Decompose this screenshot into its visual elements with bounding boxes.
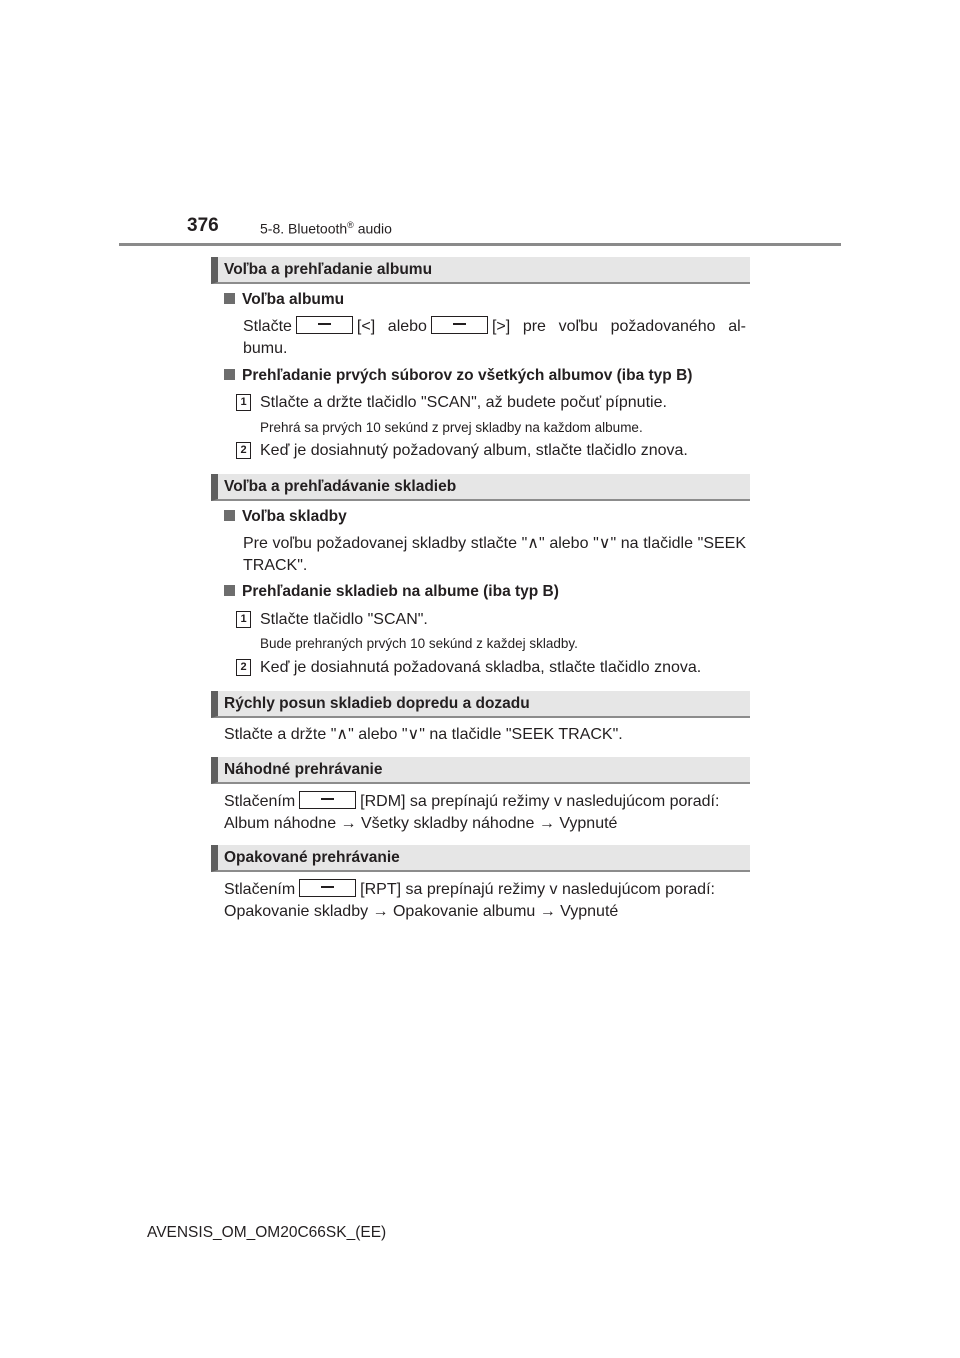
button-icon [299,879,356,897]
seek-text: Stlačte a držte "∧" alebo "∨" na tlačidle "SEEK TRACK". [224,726,623,743]
album-select-text: Stlačte [<] alebo [>] pre voľbu požadovaného al-bumu. [243,318,747,357]
subheading-track-select: Voľba skladby [224,508,347,526]
square-bullet-icon [224,369,235,380]
button-icon [299,791,356,809]
step-number-badge: 1 [236,611,251,628]
track-step1-text: Stlačte tlačidlo "SCAN". [260,611,428,628]
button-icon [431,316,488,334]
repeat-text-line2: Opakovanie skladby → Opakovanie albumu → Vypnuté [224,903,619,920]
button-icon [296,316,353,334]
section-heading-random: Náhodné prehrávanie [211,757,750,784]
page-number: 376 [187,215,219,236]
section-heading-seek: Rýchly posun skladieb dopredu a dozadu [211,691,750,718]
track-step2-text: Keď je dosiahnutá požadovaná skladba, stlačte tlačidlo znova. [260,659,702,676]
step-number-badge: 2 [236,442,251,459]
album-step1-note: Prehrá sa prvých 10 sekúnd z prvej skladby na každom albume. [260,420,643,435]
repeat-text-line1: Stlačením [RPT] sa prepínajú režimy v nasledujúcom poradí: [224,881,715,898]
album-step2-text: Keď je dosiahnutý požadovaný album, stlačte tlačidlo znova. [260,442,688,459]
random-text-line1: Stlačením [RDM] sa prepínajú režimy v nasledujúcom poradí: [224,793,720,810]
document-code: AVENSIS_OM_OM20C66SK_(EE) [147,1224,387,1241]
header-rule [119,243,841,246]
square-bullet-icon [224,510,235,521]
random-text-line2: Album náhodne → Všetky skladby náhodne → Vypnuté [224,815,618,832]
section-heading-album: Voľba a prehľadanie albumu [211,257,750,284]
section-heading-repeat: Opakované prehrávanie [211,845,750,872]
track-step1-note: Bude prehraných prvých 10 sekúnd z každej skladby. [260,636,578,651]
subheading-album-scan: Prehľadanie prvých súborov zo všetkých albumov (iba typ B) [224,367,692,385]
subheading-track-scan: Prehľadanie skladieb na albume (iba typ B) [224,583,559,601]
subheading-album-select: Voľba albumu [224,291,344,309]
square-bullet-icon [224,585,235,596]
step-number-badge: 2 [236,659,251,676]
track-select-text: Pre voľbu požadovanej skladby stlačte "∧" alebo "∨" na tlačidle "SEEK TRACK". [243,535,746,574]
chapter-title: 5-8. Bluetooth® audio [260,220,392,237]
square-bullet-icon [224,293,235,304]
album-step1-text: Stlačte a držte tlačidlo "SCAN", až budete počuť pípnutie. [260,394,667,411]
section-heading-tracks: Voľba a prehľadávanie skladieb [211,474,750,501]
step-number-badge: 1 [236,394,251,411]
